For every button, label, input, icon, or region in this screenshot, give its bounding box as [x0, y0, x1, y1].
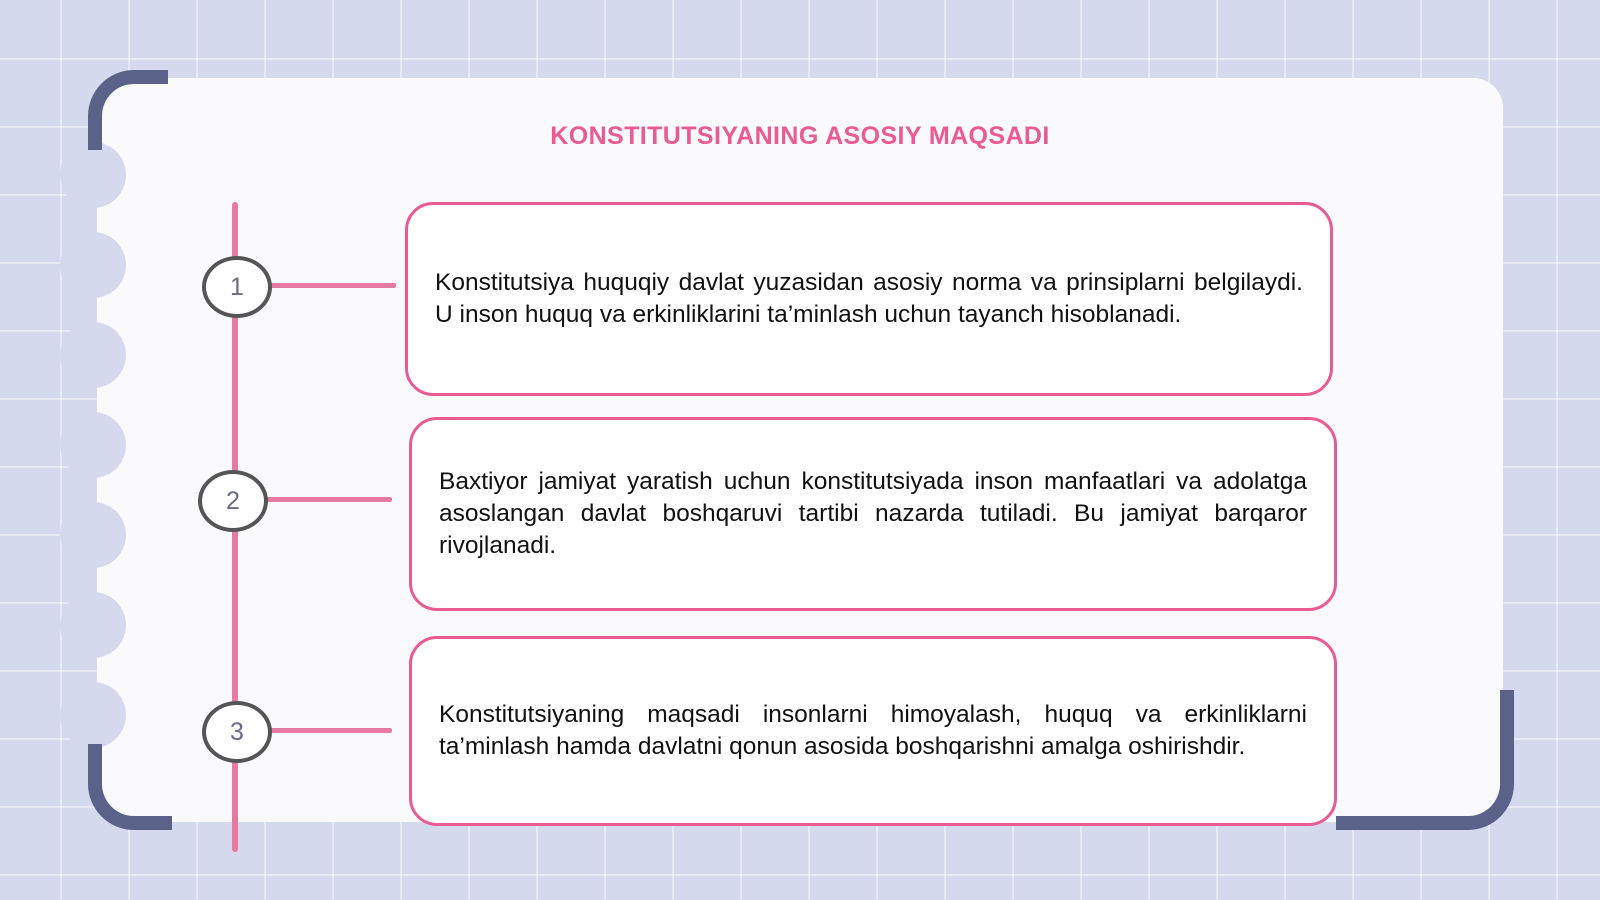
notebook-hole [60, 142, 126, 208]
corner-bracket-bottom-left [88, 744, 172, 830]
step-2-number: 2 [198, 470, 268, 532]
step-1-connector [266, 283, 396, 288]
step-2-connector [262, 497, 392, 502]
step-3-box [409, 636, 1337, 826]
slide-title: KONSTITUTSIYANING ASOSIY MAQSADI [550, 122, 1050, 150]
notebook-hole [60, 592, 126, 658]
notebook-hole [60, 232, 126, 298]
step-1-box [405, 202, 1333, 396]
step-2-text: Baxtiyor jamiyat yaratish uchun konstitutsiyada inson manfaatlari va adolatga asoslangan davlat boshqaruvi tartibi nazarda tutiladi. Bu jamiyat barqaror rivojlanadi. [439, 468, 1307, 559]
step-3-text: Konstitutsiyaning maqsadi insonlarni himoyalash, huquq va erkinliklarni ta’minlash hamda davlatni qonun asosida boshqarishni amalga oshirishdir. [439, 701, 1307, 760]
notebook-hole [60, 502, 126, 568]
notebook-hole [60, 412, 126, 478]
step-2-box [409, 417, 1337, 611]
step-1-text: Konstitutsiya huquqiy davlat yuzasidan asosiy norma va prinsiplarni belgilaydi. U inson huquq va erkinliklarini ta’minlash uchun tayanch hisoblanadi. [435, 269, 1303, 328]
notebook-hole [60, 322, 126, 388]
corner-bracket-bottom-right [1336, 690, 1514, 830]
step-3-number: 3 [202, 701, 272, 763]
step-3-connector [266, 728, 392, 733]
step-1-number: 1 [202, 256, 272, 318]
notebook-hole [60, 682, 126, 748]
